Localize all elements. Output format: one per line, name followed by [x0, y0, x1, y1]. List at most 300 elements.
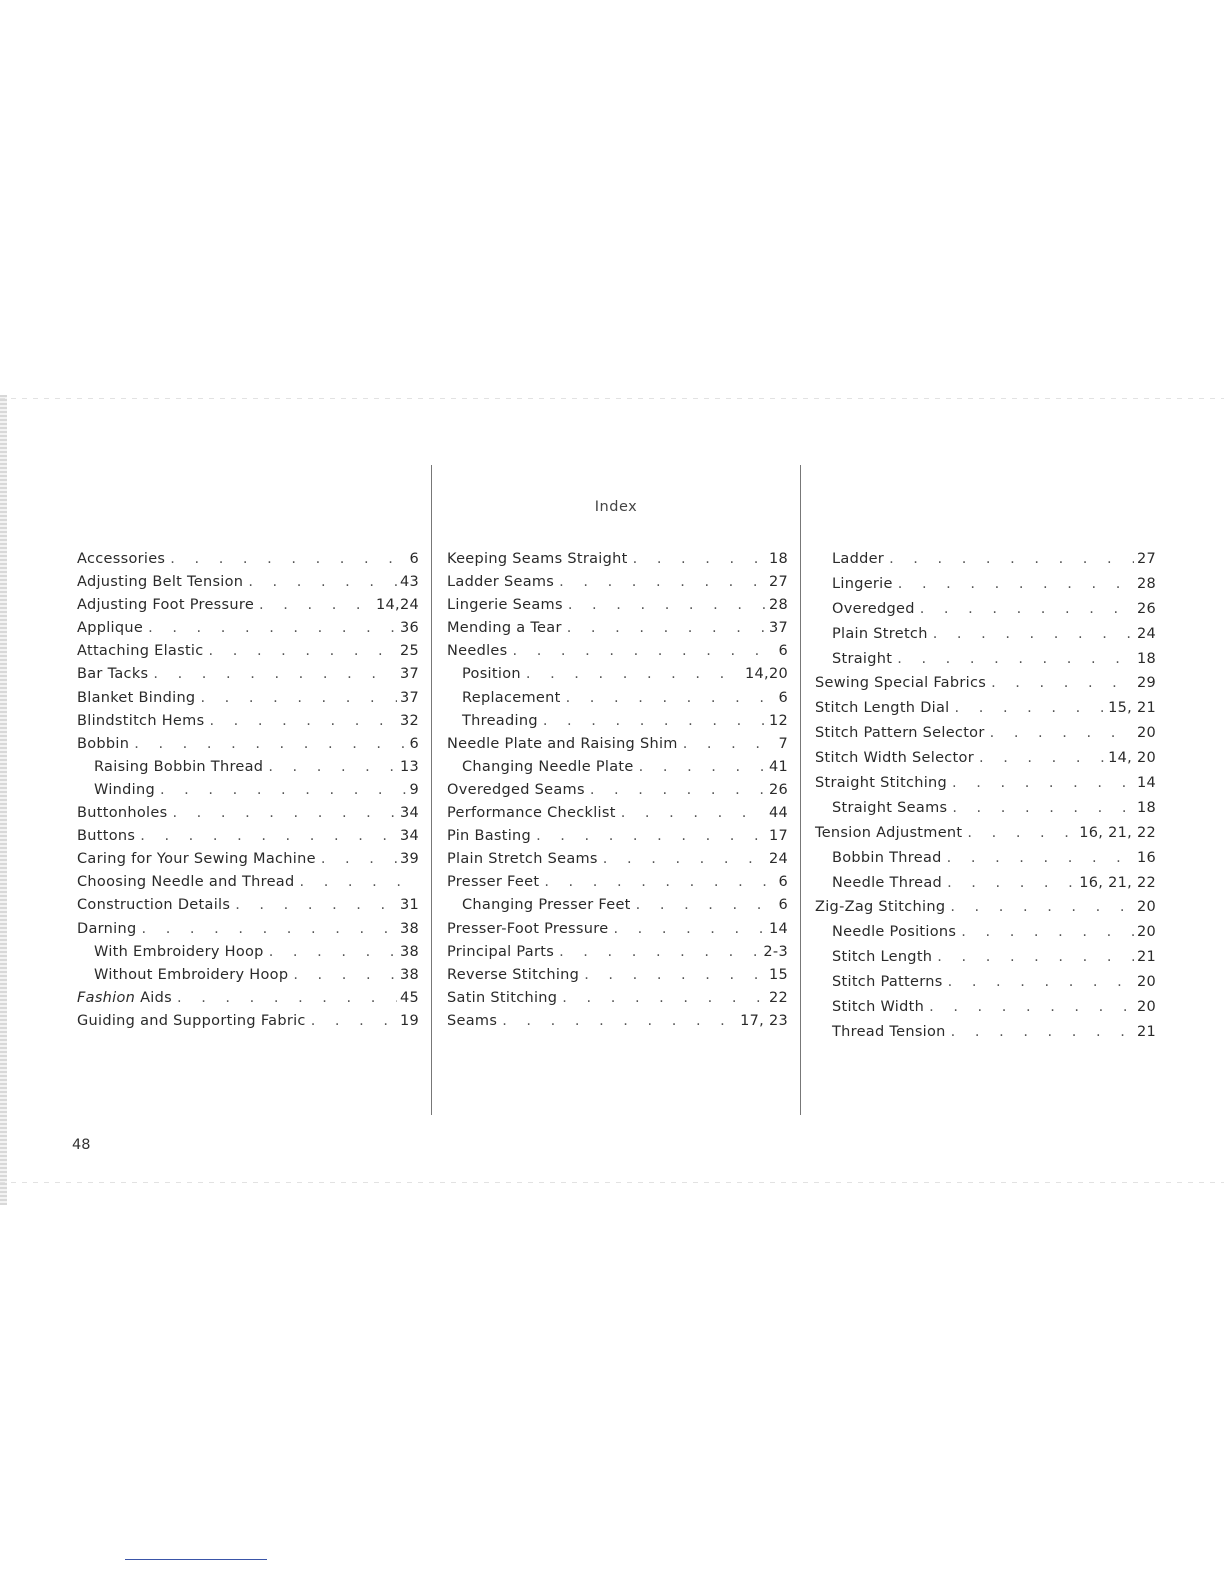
dot-leader — [990, 725, 1134, 741]
entry-term — [447, 990, 557, 1006]
dot-leader — [898, 576, 1134, 592]
entry-term-text: Aids — [135, 989, 172, 1006]
entry-term-text: Reverse Stitching — [447, 966, 580, 983]
entry-pages: 6 — [778, 897, 788, 914]
index-entry — [77, 1013, 419, 1036]
dot-leader — [513, 643, 776, 659]
dot-leader — [559, 944, 760, 960]
dot-leader — [590, 782, 766, 798]
entry-term — [77, 574, 243, 590]
index-subentry — [77, 759, 419, 782]
index-subentry — [447, 759, 788, 782]
entry-pages: 17 — [768, 828, 788, 845]
entry-pages: 24 — [768, 851, 788, 868]
entry-term-text: Caring for Your Sewing Machine — [77, 851, 316, 868]
entry-term — [815, 551, 884, 567]
index-entry — [77, 643, 419, 666]
entry-term-text: Bobbin Thread — [832, 849, 942, 866]
entry-pages: 19 — [399, 1012, 419, 1029]
index-entry — [447, 782, 788, 805]
dot-leader — [613, 921, 766, 937]
entry-term-text: Zig-Zag Stitching — [815, 899, 946, 916]
index-entry — [77, 551, 419, 574]
entry-pages: 38 — [399, 920, 419, 937]
entry-term-text: Stitch Width — [832, 999, 925, 1016]
dot-leader — [536, 828, 766, 844]
footer-rule — [125, 1559, 267, 1560]
dot-leader — [268, 759, 397, 775]
entry-pages: 16 — [1136, 849, 1156, 866]
entry-term-text: Seams — [447, 1012, 498, 1029]
dot-leader — [950, 899, 1134, 915]
index-entry — [815, 825, 1156, 850]
index-entry — [447, 574, 788, 597]
entry-term — [815, 750, 974, 766]
entry-pages: 6 — [778, 643, 788, 660]
entry-pages: 18 — [1136, 650, 1156, 667]
index-entry — [77, 874, 419, 897]
entry-term-text: Applique — [77, 620, 144, 637]
entry-pages: 17, 23 — [740, 1012, 788, 1029]
entry-term — [77, 897, 230, 913]
dot-leader — [559, 574, 766, 590]
dot-leader — [929, 999, 1134, 1015]
entry-term — [77, 713, 204, 729]
entry-term-text: Pin Basting — [447, 828, 532, 845]
index-subentry — [815, 551, 1156, 576]
dot-leader — [140, 828, 397, 844]
entry-pages: 18 — [1136, 799, 1156, 816]
dot-leader — [177, 990, 397, 1006]
entry-pages: 26 — [768, 781, 788, 798]
index-column-1 — [77, 551, 419, 1036]
entry-term-text: Tension Adjustment — [815, 824, 963, 841]
index-subentry — [815, 601, 1156, 626]
entry-pages: 43 — [399, 574, 419, 591]
entry-pages: 14 — [1136, 775, 1156, 792]
entry-term-text: Choosing Needle and Thread — [77, 874, 295, 891]
index-entry — [815, 725, 1156, 750]
scan-left-edge — [0, 395, 7, 1205]
entry-term — [77, 921, 136, 937]
index-entry — [77, 851, 419, 874]
entry-term — [815, 576, 893, 592]
dot-leader — [683, 736, 776, 752]
entry-term-text: Ladder Seams — [447, 574, 555, 591]
index-entry — [77, 990, 419, 1013]
entry-pages: 6 — [409, 735, 419, 752]
entry-term-text: Thread Tension — [832, 1023, 946, 1040]
dot-leader — [933, 626, 1134, 642]
entry-term — [815, 1024, 946, 1040]
dot-leader — [153, 666, 397, 682]
dot-leader — [568, 597, 766, 613]
entry-pages: 15, 21 — [1108, 700, 1156, 717]
entry-term — [815, 601, 915, 617]
entry-pages: 39 — [399, 851, 419, 868]
index-entry — [447, 828, 788, 851]
index-entry — [77, 736, 419, 759]
entry-pages: 20 — [1136, 899, 1156, 916]
column-divider-left — [431, 465, 432, 1115]
dot-leader — [566, 690, 776, 706]
entry-pages: 29 — [1136, 675, 1156, 692]
index-subentry — [815, 651, 1156, 676]
entry-pages: 7 — [778, 735, 788, 752]
entry-term-text: Bar Tacks — [77, 666, 149, 683]
entry-term-text: Stitch Patterns — [832, 974, 943, 991]
index-subentry — [77, 967, 419, 990]
dot-leader — [321, 851, 397, 867]
index-subentry — [815, 924, 1156, 949]
dot-leader — [961, 924, 1134, 940]
index-entry — [77, 574, 419, 597]
entry-term — [447, 851, 598, 867]
entry-term-text: Performance Checklist — [447, 805, 616, 822]
entry-term-text: Raising Bobbin Thread — [94, 758, 264, 775]
dot-leader — [148, 620, 397, 636]
entry-pages: 9 — [409, 781, 419, 798]
entry-term-text: Principal Parts — [447, 943, 555, 960]
entry-pages: 25 — [399, 643, 419, 660]
entry-term — [815, 974, 943, 990]
dot-leader — [603, 851, 766, 867]
page-number: 48 — [72, 1137, 91, 1153]
dot-leader — [248, 574, 397, 590]
entry-term — [815, 825, 962, 841]
dot-leader — [293, 967, 397, 983]
index-entry — [447, 551, 788, 574]
entry-term — [77, 874, 294, 890]
entry-term-text: Guiding and Supporting Fabric — [77, 1012, 306, 1029]
entry-pages: 34 — [399, 805, 419, 822]
entry-term-text: Mending a Tear — [447, 620, 562, 637]
entry-term-text: Threading — [462, 712, 538, 729]
index-subentry — [77, 944, 419, 967]
dot-leader — [937, 949, 1134, 965]
entry-term — [447, 782, 585, 798]
entry-pages: 36 — [399, 620, 419, 637]
entry-term — [77, 551, 165, 567]
entry-pages: 6 — [409, 551, 419, 567]
entry-term-text: Adjusting Belt Tension — [77, 574, 244, 591]
entry-term-text: Changing Needle Plate — [462, 758, 634, 775]
index-entry — [815, 675, 1156, 700]
entry-term-text: Attaching Elastic — [77, 643, 204, 660]
entry-pages: 37 — [399, 689, 419, 706]
entry-term — [815, 999, 924, 1015]
entry-pages: 14 — [768, 920, 788, 937]
entry-term — [815, 651, 892, 667]
index-entry — [447, 1013, 788, 1036]
index-subentry — [815, 875, 1156, 900]
index-subentry — [77, 782, 419, 805]
entry-term-text: Winding — [94, 781, 155, 798]
entry-term-text: Needles — [447, 643, 508, 660]
entry-term — [815, 626, 928, 642]
entry-term-text: Stitch Pattern Selector — [815, 725, 985, 742]
entry-term — [77, 967, 288, 983]
entry-term-text: Needle Thread — [832, 874, 943, 891]
entry-pages: 37 — [399, 666, 419, 683]
entry-term-text: Presser Feet — [447, 874, 540, 891]
entry-term-text: Without Embroidery Hoop — [94, 966, 289, 983]
entry-term-text: Position — [462, 666, 521, 683]
entry-pages: 6 — [778, 874, 788, 891]
dot-leader — [562, 990, 766, 1006]
entry-term-text: Stitch Width Selector — [815, 750, 974, 767]
scan-top-line — [0, 398, 1224, 399]
index-entry — [77, 666, 419, 689]
dot-leader — [141, 921, 396, 937]
entry-term — [815, 700, 950, 716]
dot-leader — [947, 875, 1076, 891]
dot-leader — [621, 805, 766, 821]
dot-leader — [544, 874, 775, 890]
index-entry — [447, 736, 788, 759]
entry-pages: 38 — [399, 943, 419, 960]
entry-term — [77, 666, 148, 682]
entry-term-text: Straight Stitching — [815, 775, 948, 792]
index-entry — [815, 700, 1156, 725]
index-entry — [447, 805, 788, 828]
entry-term — [815, 875, 942, 891]
entry-term-text: Stitch Length Dial — [815, 700, 950, 717]
index-subentry — [447, 713, 788, 736]
entry-pages: 45 — [399, 989, 419, 1006]
entry-pages: 24 — [1136, 625, 1156, 642]
index-entry — [447, 597, 788, 620]
entry-term — [447, 944, 554, 960]
entry-term-text: Ladder — [832, 551, 885, 567]
index-entry — [77, 597, 419, 620]
entry-pages: 34 — [399, 828, 419, 845]
entry-pages: 16, 21, 22 — [1079, 874, 1156, 891]
index-subentry — [815, 1024, 1156, 1049]
entry-term-text: Buttons — [77, 828, 136, 845]
entry-term — [815, 675, 986, 691]
index-entry — [447, 967, 788, 990]
entry-pages: 6 — [778, 689, 788, 706]
entry-term — [447, 921, 608, 937]
entry-term — [447, 759, 634, 775]
entry-pages: 44 — [768, 805, 788, 822]
entry-pages: 18 — [768, 551, 788, 567]
entry-pages: 14, 20 — [1108, 750, 1156, 767]
index-entry — [447, 643, 788, 666]
entry-term — [77, 643, 204, 659]
entry-term — [815, 924, 956, 940]
entry-term — [447, 597, 563, 613]
entry-term — [77, 990, 172, 1006]
entry-pages: 31 — [399, 897, 419, 914]
entry-pages: 20 — [1136, 974, 1156, 991]
index-entry — [447, 990, 788, 1013]
index-entry — [815, 750, 1156, 775]
index-entry — [77, 897, 419, 920]
dot-leader — [948, 974, 1134, 990]
index-subentry — [815, 850, 1156, 875]
entry-pages: 20 — [1136, 999, 1156, 1016]
entry-term-text: Plain Stretch Seams — [447, 851, 598, 868]
entry-pages: 12 — [768, 712, 788, 729]
entry-term — [447, 736, 678, 752]
entry-term-text: Plain Stretch — [832, 625, 928, 642]
index-title: Index — [594, 499, 638, 515]
entry-pages: 21 — [1136, 1023, 1156, 1040]
index-subentry — [815, 626, 1156, 651]
dot-leader — [952, 800, 1134, 816]
entry-term-text: Adjusting Foot Pressure — [77, 597, 255, 614]
entry-term — [77, 782, 155, 798]
dot-leader — [889, 551, 1134, 567]
column-divider-right — [800, 465, 801, 1115]
dot-leader — [567, 620, 766, 636]
index-subentry — [447, 690, 788, 713]
entry-term-text: Needle Plate and Raising Shim — [447, 735, 678, 752]
dot-leader — [160, 782, 407, 798]
entry-term-text: Sewing Special Fabrics — [815, 675, 987, 692]
entry-term-text: Straight — [832, 650, 893, 667]
index-entry — [77, 620, 419, 643]
entry-term — [815, 850, 942, 866]
dot-leader — [235, 897, 397, 913]
dot-leader — [920, 601, 1134, 617]
entry-term-text: With Embroidery Hoop — [94, 943, 264, 960]
entry-pages: 15 — [768, 966, 788, 983]
dot-leader — [636, 897, 776, 913]
index-entry — [447, 921, 788, 944]
entry-term-text: Overedged — [832, 600, 915, 617]
entry-pages: 28 — [1136, 575, 1156, 592]
dot-leader — [200, 690, 396, 706]
index-subentry — [815, 800, 1156, 825]
entry-pages: 2-3 — [763, 943, 788, 960]
entry-term — [815, 949, 932, 965]
scan-bottom-line — [0, 1182, 1224, 1183]
entry-pages: 38 — [399, 966, 419, 983]
entry-pages: 37 — [768, 620, 788, 637]
dot-leader — [311, 1013, 397, 1029]
entry-term — [77, 851, 316, 867]
index-subentry — [815, 974, 1156, 999]
entry-pages: 14,24 — [375, 597, 419, 614]
entry-term — [77, 620, 143, 636]
entry-term — [447, 874, 539, 890]
entry-pages: 14,20 — [744, 666, 788, 683]
index-subentry — [815, 949, 1156, 974]
entry-term — [447, 828, 531, 844]
entry-term — [77, 1013, 306, 1029]
index-entry — [77, 921, 419, 944]
entry-term-text: Satin Stitching — [447, 989, 558, 1006]
dot-leader — [502, 1013, 737, 1029]
index-subentry — [815, 576, 1156, 601]
entry-term-italic: Fashion — [77, 989, 136, 1006]
entry-term-text: Overedged Seams — [447, 781, 585, 798]
entry-term-text: Presser-Foot Pressure — [447, 920, 609, 937]
entry-term — [447, 643, 508, 659]
dot-leader — [259, 597, 373, 613]
index-subentry — [447, 666, 788, 689]
entry-term — [77, 597, 254, 613]
entry-term-text: Construction Details — [77, 897, 231, 914]
entry-term — [77, 690, 195, 706]
dot-leader — [897, 651, 1134, 667]
index-column-3 — [815, 551, 1156, 1049]
index-entry — [77, 690, 419, 713]
entry-term-text: Buttonholes — [77, 805, 168, 822]
entry-term — [447, 967, 579, 983]
index-entry — [447, 874, 788, 897]
index-entry — [447, 620, 788, 643]
index-entry — [77, 828, 419, 851]
index-column-2 — [447, 551, 788, 1036]
entry-term — [447, 805, 616, 821]
dot-leader — [955, 700, 1106, 716]
entry-pages: 21 — [1136, 949, 1156, 966]
dot-leader — [633, 551, 766, 567]
entry-term — [447, 551, 628, 567]
entry-term-text: Blanket Binding — [77, 689, 196, 706]
entry-term-text: Darning — [77, 920, 137, 937]
entry-pages: 20 — [1136, 725, 1156, 742]
entry-term — [77, 828, 135, 844]
dot-leader — [209, 713, 397, 729]
index-entry — [77, 805, 419, 828]
entry-term — [815, 725, 985, 741]
entry-term-text: Lingerie Seams — [447, 597, 563, 614]
index-entry — [447, 944, 788, 967]
entry-term-text: Accessories — [77, 551, 166, 567]
entry-pages: 26 — [1136, 600, 1156, 617]
dot-leader — [967, 825, 1076, 841]
index-entry — [815, 899, 1156, 924]
entry-term — [815, 899, 945, 915]
index-subentry — [447, 897, 788, 920]
entry-term — [447, 574, 554, 590]
entry-pages: 20 — [1136, 924, 1156, 941]
dot-leader — [269, 944, 397, 960]
entry-term — [815, 775, 947, 791]
entry-term — [447, 620, 562, 636]
entry-term — [447, 713, 538, 729]
dot-leader — [209, 643, 397, 659]
entry-term — [77, 944, 264, 960]
entry-term — [77, 759, 263, 775]
entry-pages: 28 — [768, 597, 788, 614]
entry-term — [77, 805, 167, 821]
entry-pages: 27 — [1136, 551, 1156, 567]
entry-term-text: Keeping Seams Straight — [447, 551, 628, 567]
dot-leader — [979, 750, 1105, 766]
entry-term — [447, 666, 521, 682]
entry-term-text: Needle Positions — [832, 924, 957, 941]
entry-term-text: Straight Seams — [832, 799, 948, 816]
entry-term-text: Blindstitch Hems — [77, 712, 205, 729]
entry-pages: 32 — [399, 712, 419, 729]
entry-term-text: Lingerie — [832, 575, 893, 592]
dot-leader — [172, 805, 397, 821]
dot-leader — [299, 874, 416, 890]
entry-pages: 27 — [768, 574, 788, 591]
entry-pages: 16, 21, 22 — [1079, 824, 1156, 841]
entry-term-text: Bobbin — [77, 735, 130, 752]
dot-leader — [134, 736, 406, 752]
dot-leader — [170, 551, 406, 567]
dot-leader — [639, 759, 766, 775]
dot-leader — [543, 713, 766, 729]
